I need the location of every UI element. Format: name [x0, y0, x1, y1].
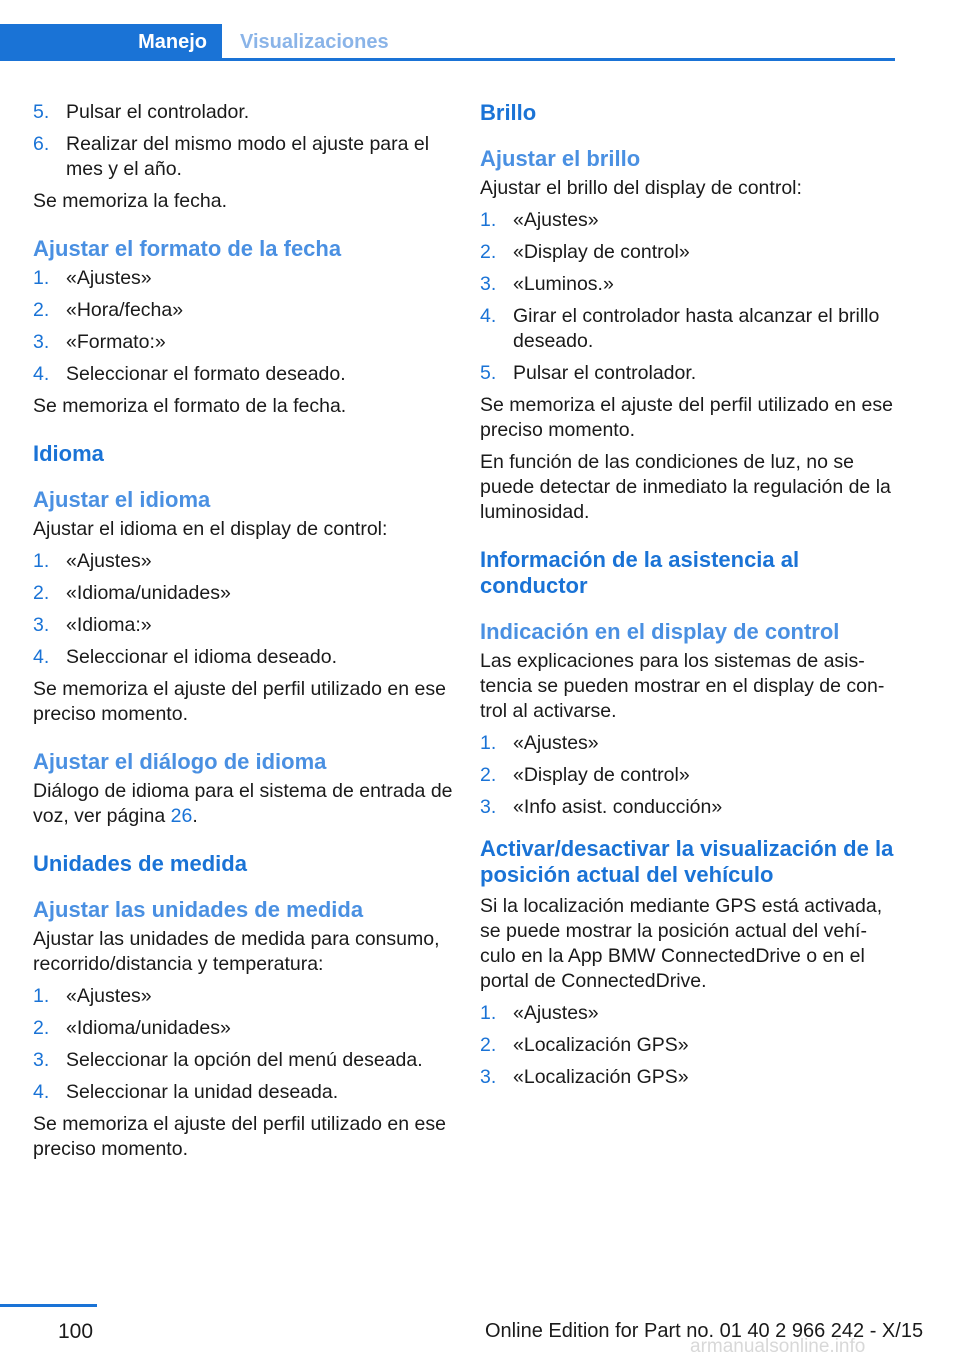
list-item: 1. «Ajustes» — [480, 732, 599, 754]
list-item: 3. «Idioma:» — [33, 614, 152, 636]
paragraph: En función de las condiciones de luz, no se puede detectar de inmediato la regulación de la luminosidad. — [480, 451, 891, 523]
heading-info-asistencia: Información de la asistencia al conductor — [480, 547, 800, 598]
list-item: 5. Pulsar el controlador. — [480, 362, 697, 384]
paragraph: Se memoriza el ajuste del perfil utilizado en ese preciso momento. — [480, 394, 893, 441]
list-item: 1. «Ajustes» — [33, 985, 152, 1007]
paragraph: Se memoriza el ajuste del perfil utilizado en ese preciso momento. — [33, 678, 446, 725]
list-item: 1. «Ajustes» — [480, 1002, 599, 1024]
tab-visualizaciones[interactable]: Visualizaciones — [240, 31, 389, 53]
edition-note: Online Edition for Part no. 01 40 2 966 242 - X/15 — [485, 1320, 924, 1342]
list-info-asist — [480, 731, 900, 820]
heading-unidades: Unidades de medida — [33, 851, 247, 876]
list-item: 5. Pulsar el controlador. — [33, 101, 250, 123]
heading-indicacion-display: Indicación en el display de control — [480, 619, 840, 644]
tab-manejo[interactable]: Manejo — [0, 24, 222, 61]
list-item: 3. «Localización GPS» — [480, 1066, 689, 1088]
list-item: 3. «Luminos.» — [480, 273, 614, 295]
watermark: armanualsonline.info — [690, 1336, 866, 1357]
list-item: 1. «Ajustes» — [480, 209, 599, 231]
left-column — [33, 100, 453, 1169]
list-item: 1. «Ajustes» — [33, 550, 152, 572]
paragraph: Diálogo de idioma para el sistema de entrada de voz, ver página 26. — [33, 780, 453, 827]
paragraph: Se memoriza el formato de la fecha. — [33, 395, 347, 417]
list-gps — [480, 1001, 900, 1090]
list-item: 4. Girar el controlador hasta alcanzar el brillo deseado. — [480, 305, 880, 352]
page-link[interactable]: 26 — [170, 805, 193, 827]
page-number: 100 — [58, 1320, 94, 1343]
list-item: 2. «Display de control» — [480, 241, 690, 263]
heading-ajustar-unidades: Ajustar las unidades de medida — [33, 897, 364, 922]
list-item: 4. Seleccionar el idioma deseado. — [33, 646, 338, 668]
heading-ajustar-idioma: Ajustar el idioma — [33, 487, 211, 512]
list-item: 4. Seleccionar el formato deseado. — [33, 363, 346, 385]
paragraph: Ajustar el brillo del display de control: — [480, 177, 802, 199]
footer-rule — [0, 1304, 97, 1307]
paragraph: Se memoriza la fecha. — [33, 190, 228, 212]
heading-idioma: Idioma — [33, 441, 104, 466]
heading-dialogo-idioma: Ajustar el diálogo de idioma — [33, 749, 327, 774]
list-item: 3. «Formato:» — [33, 331, 166, 353]
list-item: 2. «Localización GPS» — [480, 1034, 689, 1056]
right-column — [480, 100, 900, 1097]
paragraph: Ajustar el idioma en el display de control: — [33, 518, 388, 540]
paragraph: Si la localización mediante GPS está activada, se puede mostrar la posición actual del vehí‐culo en la App BMW ConnectedDrive o en el portal de ConnectedDrive. — [480, 895, 883, 992]
list-item: 3. «Info asist. conducción» — [480, 796, 723, 818]
list-item: 2. «Hora/fecha» — [33, 299, 184, 321]
paragraph: Se memoriza el ajuste del perfil utilizado en ese preciso momento. — [33, 1113, 446, 1160]
list-formato-fecha — [33, 266, 453, 387]
list-item: 2. «Idioma/unidades» — [33, 582, 231, 604]
list-item: 3. Seleccionar la opción del menú deseada. — [33, 1049, 423, 1071]
list-item: 2. «Display de control» — [480, 764, 690, 786]
heading-activar-posicion: Activar/desactivar la visualización de la posición actual del vehículo — [480, 836, 894, 887]
header-rule — [0, 58, 895, 61]
list-date-steps — [33, 100, 453, 182]
paragraph: Ajustar las unidades de medida para consumo, recorrido/distancia y temperatura: — [33, 928, 440, 975]
list-item: 4. Seleccionar la unidad deseada. — [33, 1081, 339, 1103]
list-unidades — [33, 984, 453, 1105]
paragraph: Las explicaciones para los sistemas de asis‐tencia se pueden mostrar en el display de con‐trol al activarse. — [480, 650, 885, 722]
heading-brillo: Brillo — [480, 100, 537, 125]
list-item: 6. Realizar del mismo modo el ajuste para el mes y el año. — [33, 133, 430, 180]
heading-ajustar-brillo: Ajustar el brillo — [480, 146, 641, 171]
list-item: 2. «Idioma/unidades» — [33, 1017, 231, 1039]
list-brillo — [480, 208, 900, 386]
list-item: 1. «Ajustes» — [33, 267, 152, 289]
heading-formato-fecha: Ajustar el formato de la fecha — [33, 236, 342, 261]
list-idioma — [33, 549, 453, 670]
